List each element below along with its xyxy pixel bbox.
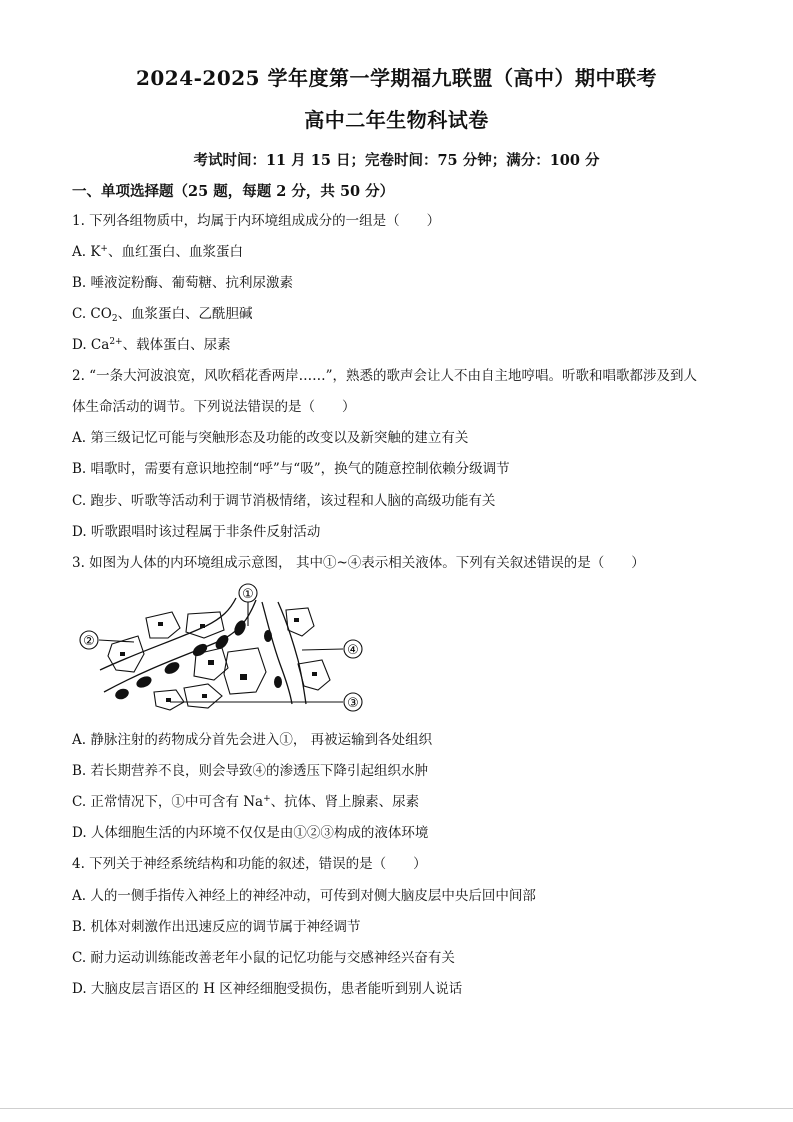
exam-title: 2024-2025 学年度第一学期福九联盟（高中）期中联考 — [135, 66, 658, 90]
q3-option-d: D. 人体细胞生活的内环境不仅仅是由①②③构成的液体环境 — [72, 825, 429, 841]
q1-a-post: 、血红蛋白、血浆蛋白 — [107, 244, 243, 260]
exam-subtitle: 高中二年生物科试卷 — [304, 108, 489, 132]
cell-nucleus — [294, 618, 299, 622]
lymph-wall-left — [262, 602, 292, 704]
capillary-wall-lower — [104, 600, 256, 692]
q4-option-d: D. 大脑皮层言语区的 H 区神经细胞受损伤，患者能听到别人说话 — [72, 981, 463, 997]
q4-option-a: A. 人的一侧手指传入神经上的神经冲动，可传到对侧大脑皮层中央后回中间部 — [72, 888, 536, 904]
exam-info: 考试时间：11 月 15 日；完卷时间：75 分钟；满分：100 分 — [193, 152, 600, 169]
q1-stem: 1. 下列各组物质中，均属于内环境组成成分的一组是（ ） — [72, 213, 441, 229]
q3-option-a: A. 静脉注射的药物成分首先会进入①， 再被运输到各处组织 — [72, 732, 433, 748]
q1-option-d — [72, 336, 231, 354]
cell-nucleus — [158, 622, 163, 626]
q1-d-sup: 2+ — [109, 337, 123, 347]
q1-a-pre: A. K — [72, 244, 101, 260]
q1-c-post: 、血浆蛋白、乙酰胆碱 — [117, 306, 253, 322]
capillary-wall-upper — [100, 598, 236, 670]
cell-nucleus — [166, 698, 171, 702]
lymph-cell — [264, 630, 272, 642]
q1-d-post: 、载体蛋白、尿素 — [122, 337, 231, 353]
q2-option-d: D. 听歌跟唱时该过程属于非条件反射活动 — [72, 524, 321, 540]
cell-nucleus — [202, 694, 207, 698]
section-heading: 一、单项选择题（25 题，每题 2 分，共 50 分） — [72, 183, 395, 200]
q3-c-sup: + — [263, 794, 271, 804]
q2-option-a: A. 第三级记忆可能与突触形态及功能的改变以及新突触的建立有关 — [72, 430, 469, 446]
lymph-wall-right — [278, 602, 306, 704]
cell-nucleus — [312, 672, 317, 676]
q1-option-a — [72, 243, 243, 261]
label-2: ② — [83, 634, 95, 649]
lymph-cell — [274, 676, 282, 688]
q3-c-post: 、抗体、肾上腺素、尿素 — [270, 794, 420, 810]
q4-stem: 4. 下列关于神经系统结构和功能的叙述，错误的是（ ） — [72, 856, 427, 872]
label-2-leader — [99, 640, 134, 642]
q2-stem-line1: 2. “一条大河波浪宽，风吹稻花香两岸……”，熟悉的歌声会让人不由自主地哼唱。听歌和唱歌都涉及到人 — [72, 368, 697, 384]
q4-option-b: B. 机体对刺激作出迅速反应的调节属于神经调节 — [72, 919, 361, 935]
label-4: ④ — [347, 643, 359, 658]
q3-option-b: B. 若长期营养不良，则会导致④的渗透压下降引起组织水肿 — [72, 763, 429, 779]
label-4-leader — [302, 649, 343, 650]
cell-nucleus — [240, 674, 247, 680]
q3-c-pre: C. 正常情况下，①中可含有 Na — [72, 794, 264, 810]
q1-d-pre: D. Ca — [72, 337, 110, 353]
q2-option-c: C. 跑步、听歌等活动利于调节消极情绪，该过程和人脑的高级功能有关 — [72, 493, 496, 509]
q1-c-sub: 2 — [111, 314, 118, 324]
page-bottom-rule — [0, 1108, 793, 1109]
cell-nucleus — [200, 624, 205, 628]
q1-option-c — [72, 305, 253, 323]
q3-stem: 3. 如图为人体的内环境组成示意图， 其中①~④表示相关液体。下列有关叙述错误的是（ ） — [72, 555, 645, 571]
cell-nucleus — [208, 660, 214, 665]
label-1: ① — [242, 587, 254, 602]
internal-environment-diagram — [72, 580, 382, 718]
blood-cell — [163, 660, 182, 677]
q3-option-c — [72, 793, 419, 811]
q2-option-b: B. 唱歌时，需要有意识地控制“呼”与“吸”，换气的随意控制依赖分级调节 — [72, 461, 510, 477]
q2-stem-line2: 体生命活动的调节。下列说法错误的是（ ） — [72, 399, 356, 415]
blood-cell — [232, 619, 248, 638]
q4-option-c: C. 耐力运动训练能改善老年小鼠的记忆功能与交感神经兴奋有关 — [72, 950, 455, 966]
q1-option-b: B. 唾液淀粉酶、葡萄糖、抗利尿激素 — [72, 275, 294, 291]
label-3: ③ — [347, 696, 359, 711]
cell-nucleus — [120, 652, 125, 656]
q1-c-pre: C. CO — [72, 306, 112, 322]
blood-cell — [191, 641, 210, 658]
q1-a-sup: + — [100, 244, 108, 254]
blood-cell — [135, 674, 154, 690]
tissue-cell — [286, 608, 314, 636]
tissue-cell — [224, 648, 266, 694]
blood-cell — [114, 687, 131, 701]
